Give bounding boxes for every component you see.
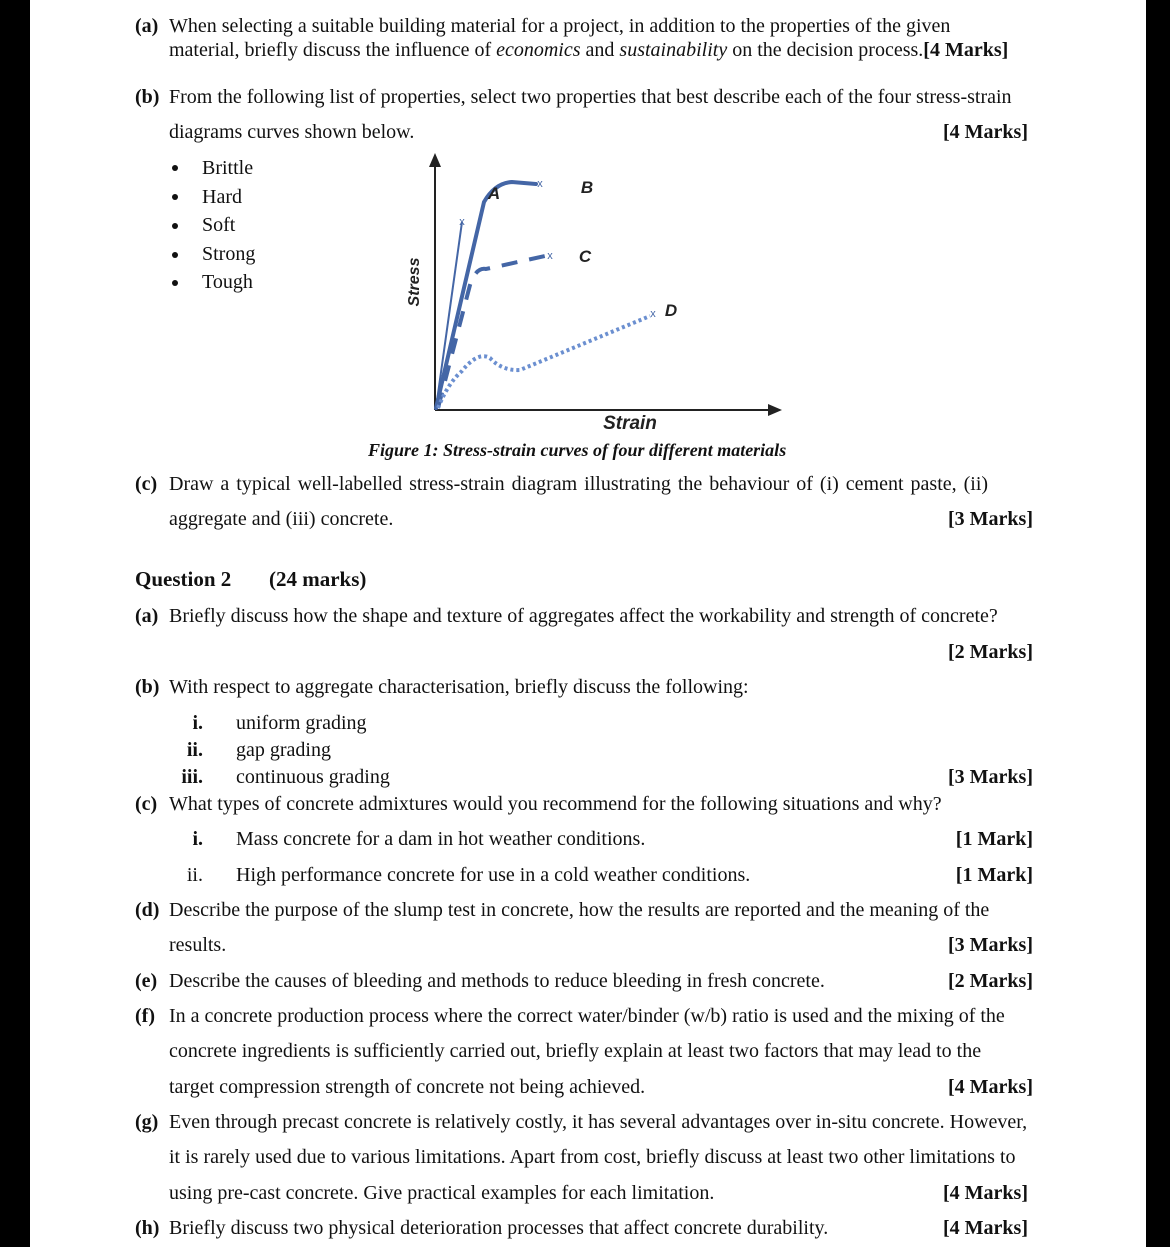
q2h-line1: Briefly discuss two physical deterioration processes that affect concrete durability. [169, 1217, 829, 1239]
curve-d-label: D [664, 301, 678, 320]
bullet-icon [172, 280, 178, 286]
q1c-letter: (c) [135, 473, 158, 495]
q1a-sustainability: sustainability [619, 39, 728, 61]
curve-b-label: B [580, 178, 594, 197]
q2b-letter: (b) [135, 676, 160, 698]
q1a-economics: economics [496, 39, 581, 61]
q2b-marks: [3 Marks] [948, 766, 1033, 788]
q2c-item-num: i. [192, 828, 203, 850]
q1a-marks: [4 Marks] [923, 39, 1009, 61]
q2c-item-marks: [1 Mark] [955, 864, 1033, 886]
q1a-line2-pre: material, briefly discuss the influence of [169, 39, 497, 61]
curve-c-end-marker: x [547, 249, 553, 262]
q2a-letter: (a) [135, 605, 159, 627]
q2f-marks: [4 Marks] [948, 1076, 1033, 1098]
q2b-item-num: ii. [186, 739, 203, 761]
q2f-line2: concrete ingredients is sufficiently carried out, briefly explain at least two factors that may lead to the [169, 1040, 982, 1062]
q2b-item-text: uniform grading [236, 712, 367, 734]
property-hard: Hard [202, 186, 242, 208]
q2c-item-marks: [1 Mark] [955, 828, 1033, 850]
q2d-marks: [3 Marks] [948, 934, 1033, 956]
property-soft: Soft [202, 214, 236, 236]
q2d-line1: Describe the purpose of the slump test in concrete, how the results are reported and the meaning of the [169, 899, 990, 921]
q2a-marks: [2 Marks] [948, 641, 1033, 663]
q1a-line1: When selecting a suitable building material for a project, in addition to the properties of the given [169, 15, 951, 37]
curve-d-end-marker: x [650, 307, 656, 320]
q2g-line2: it is rarely used due to various limitations. Apart from cost, briefly discuss at least two other limitations to [169, 1146, 1016, 1168]
property-tough: Tough [202, 271, 253, 293]
y-axis-arrow-icon [429, 153, 441, 167]
q2g-marks: [4 Marks] [943, 1182, 1028, 1204]
q2c-item-num: ii. [186, 864, 203, 886]
q2c-item-text: High performance concrete for use in a cold weather conditions. [236, 864, 751, 886]
q2f-line1: In a concrete production process where the correct water/binder (w/b) ratio is used and the mixing of the [169, 1005, 1005, 1027]
curve-a-label: A [487, 184, 501, 203]
curve-d [438, 316, 650, 408]
q2f-letter: (f) [135, 1005, 155, 1027]
x-axis-arrow-icon [768, 404, 782, 416]
q1a-letter: (a) [135, 15, 159, 37]
bullet-icon [172, 223, 178, 229]
q2g-line1: Even through precast concrete is relatively costly, it has several advantages over in-situ concrete. However, [169, 1111, 1028, 1133]
x-axis-label: Strain [603, 413, 657, 434]
q1a-line2-post: on the decision process. [727, 39, 924, 61]
q2b-item-num: iii. [181, 766, 203, 788]
q2a-line1: Briefly discuss how the shape and texture of aggregates affect the workability and strength of concrete? [169, 605, 998, 627]
bullet-icon [172, 165, 178, 171]
q2e-marks: [2 Marks] [948, 970, 1033, 992]
q2g-line3: using pre-cast concrete. Give practical examples for each limitation. [169, 1182, 715, 1204]
q2h-letter: (h) [135, 1217, 160, 1239]
q1a-line2 [169, 38, 1008, 62]
q1c-marks: [3 Marks] [948, 508, 1033, 530]
q2b-item-text: gap grading [236, 739, 331, 761]
curve-a-end-marker: x [459, 215, 465, 228]
y-axis-label: Stress [406, 257, 423, 307]
q2e-letter: (e) [135, 970, 158, 992]
curve-b-end-marker: x [537, 177, 543, 190]
q1b-letter: (b) [135, 86, 160, 108]
q1c-line2: aggregate and (iii) concrete. [169, 508, 394, 530]
q2b-item-num: i. [192, 712, 203, 734]
q2d-letter: (d) [135, 899, 160, 921]
document-page [30, 0, 1146, 1247]
q1b-line1: From the following list of properties, select two properties that best describe each of the four stress-strain [169, 86, 1012, 108]
q1b-line2: diagrams curves shown below. [169, 121, 415, 143]
q2-total-marks: (24 marks) [269, 567, 367, 591]
q1a-and: and [580, 39, 620, 61]
q2h-marks: [4 Marks] [943, 1217, 1028, 1239]
figure-caption: Figure 1: Stress-strain curves of four different materials [368, 440, 787, 460]
q2b-line1: With respect to aggregate characterisation, briefly discuss the following: [169, 676, 749, 698]
q2d-line2: results. [169, 934, 227, 956]
bullet-icon [172, 252, 178, 258]
q2b-item-text: continuous grading [236, 766, 390, 788]
q2e-line1: Describe the causes of bleeding and methods to reduce bleeding in fresh concrete. [169, 970, 825, 992]
bullet-icon [172, 194, 178, 200]
q2g-letter: (g) [135, 1111, 159, 1133]
q1c-line1: Draw a typical well-labelled stress-strain diagram illustrating the behaviour of (i) cement paste, (ii) [169, 473, 989, 495]
q2c-item-text: Mass concrete for a dam in hot weather conditions. [236, 828, 646, 850]
property-brittle: Brittle [202, 157, 254, 179]
curve-c-label: C [578, 247, 592, 266]
property-strong: Strong [202, 243, 256, 265]
stress-strain-figure [400, 145, 790, 440]
q2c-line1: What types of concrete admixtures would you recommend for the following situations and why? [169, 793, 942, 815]
q2-title: Question 2 [135, 567, 232, 591]
q1b-marks: [4 Marks] [943, 121, 1028, 143]
q2c-letter: (c) [135, 793, 158, 815]
q2f-line3: target compression strength of concrete not being achieved. [169, 1076, 646, 1098]
